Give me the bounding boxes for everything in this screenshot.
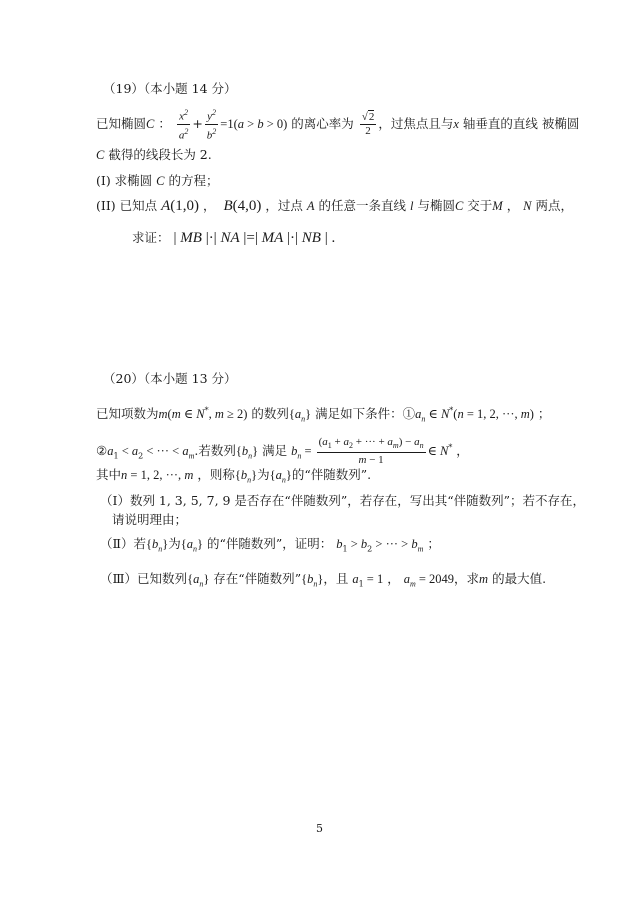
fraction-x2-a2: $\frac{x^2}{a^2}$ — [178, 108, 189, 142]
text: .若数列 — [194, 443, 236, 459]
text: 的“伴随数列”，证明： — [207, 536, 333, 551]
text: 的任意一条直线 — [318, 198, 406, 213]
problem-19-line-2: C 截得的线段长为 2. — [96, 147, 212, 162]
page-number: 5 — [316, 822, 323, 835]
problem-19-line-1: 已知椭圆C ： $\frac{x^2}{a^2}$ + $\frac{y^2}{b^2}$ =1(a > b > 0) 的离心率为 $\frac{√2}{2}$ ，过焦点且与x 轴垂直的直线 被椭圆 — [96, 108, 580, 142]
text: 的“伴随数列”. — [291, 467, 372, 482]
problem-20-header: （20）（本小题 13 分） — [103, 371, 237, 386]
problem-20-line-1: 已知项数为m(m ∈ N*, m ≥ 2) 的数列$\{a_n\}$ 满足如下条件：$①a_n$ ∈ N*(n = 1, 2, ···, m) ； — [96, 406, 551, 424]
text: 已知椭圆 — [96, 116, 147, 131]
text: 的最大值. — [492, 571, 547, 586]
problem-20-part-1-continued: 请说明理由； — [112, 512, 188, 527]
text: ，则称 — [197, 467, 235, 482]
problem-20-line-3: 其中n = 1, 2, ···, m ，则称$\{b_n\}$为$\{a_n\}$的“伴随数列”. — [96, 467, 372, 485]
text: （Ⅲ）已知数列 — [100, 571, 188, 586]
fraction-sqrt2-over-2: $\frac{√2}{2}$ — [361, 111, 375, 137]
text: 求证： — [132, 230, 170, 245]
text: ，过点 — [265, 198, 303, 213]
text: ，过焦点且与 — [378, 116, 454, 131]
text: 其中 — [96, 467, 122, 482]
text: 的方程； — [168, 173, 219, 188]
text: 两点， — [535, 198, 574, 213]
fraction-y2-b2: $\frac{y^2}{b^2}$ — [206, 108, 217, 142]
text: 满足如下条件：① — [315, 406, 416, 422]
problem-20-part-3: （Ⅲ）已知数列$\{a_n\}$ 存在“伴随数列$”\{b_n\}$，且 $a_1 = 1$ ， $a_m = 2049$，求m 的最大值. — [100, 571, 547, 589]
text: （Ⅱ）若 — [100, 536, 146, 551]
text: 为 — [257, 467, 270, 482]
text: 为 — [168, 536, 181, 551]
text: 与椭圆 — [417, 198, 455, 213]
text: (II) 已知点 — [96, 198, 158, 213]
problem-19-proof-statement: 求证： | MB |·| NA |=| MA |·| NB | . — [132, 230, 336, 246]
problem-19-part-2: (II) 已知点 A(1,0) ， B(4,0) ，过点 A 的任意一条直线 l 与椭圆C 交于M ， N 两点， — [96, 198, 574, 214]
text: 截得的线段长为 2. — [108, 147, 212, 162]
text: 的离心率为 — [291, 116, 354, 131]
problem-19-header: （19）（本小题 14 分） — [103, 81, 237, 96]
problem-20-part-2: （Ⅱ）若$\{b_n\}$为$\{a_n\}$ 的“伴随数列”，证明： $b_1 > b_2$ > ··· > $b_m$ ； — [100, 536, 440, 554]
text: 已知项数为 — [96, 406, 159, 422]
text: 存在“伴随数列” — [213, 571, 302, 586]
fraction-bn-definition: $\frac{(a_1 + a_2 + \cdot\cdot\cdot + a_m) - a_n}{m - 1}$ — [318, 436, 424, 467]
text: 交于 — [467, 198, 493, 213]
text: 轴垂直的直线 被椭圆 — [462, 116, 580, 131]
text: ② — [96, 443, 108, 459]
text: 满足 — [262, 443, 288, 459]
problem-19-part-1: (I) 求椭圆 C 的方程； — [96, 173, 219, 188]
text: ，求 — [454, 571, 480, 586]
problem-20-part-1: （Ⅰ）数列 1, 3, 5, 7, 9 是否存在“伴随数列”，若存在，写出其“伴随数列”；若不存在， — [100, 493, 585, 508]
text: 的数列 — [251, 406, 289, 422]
text: (I) 求椭圆 — [96, 173, 153, 188]
problem-20-line-2: $②a_1 < a_2$ < ··· < $a_m$.若数列$\{b_n\}$ 满足 $b_n$ = $\frac{(a_1 + a_2 + \cdot\cdot\cdot + a_m) - a_n}{m - 1}$ ∈ N* ， — [96, 436, 469, 467]
text: ，且 — [323, 571, 349, 586]
